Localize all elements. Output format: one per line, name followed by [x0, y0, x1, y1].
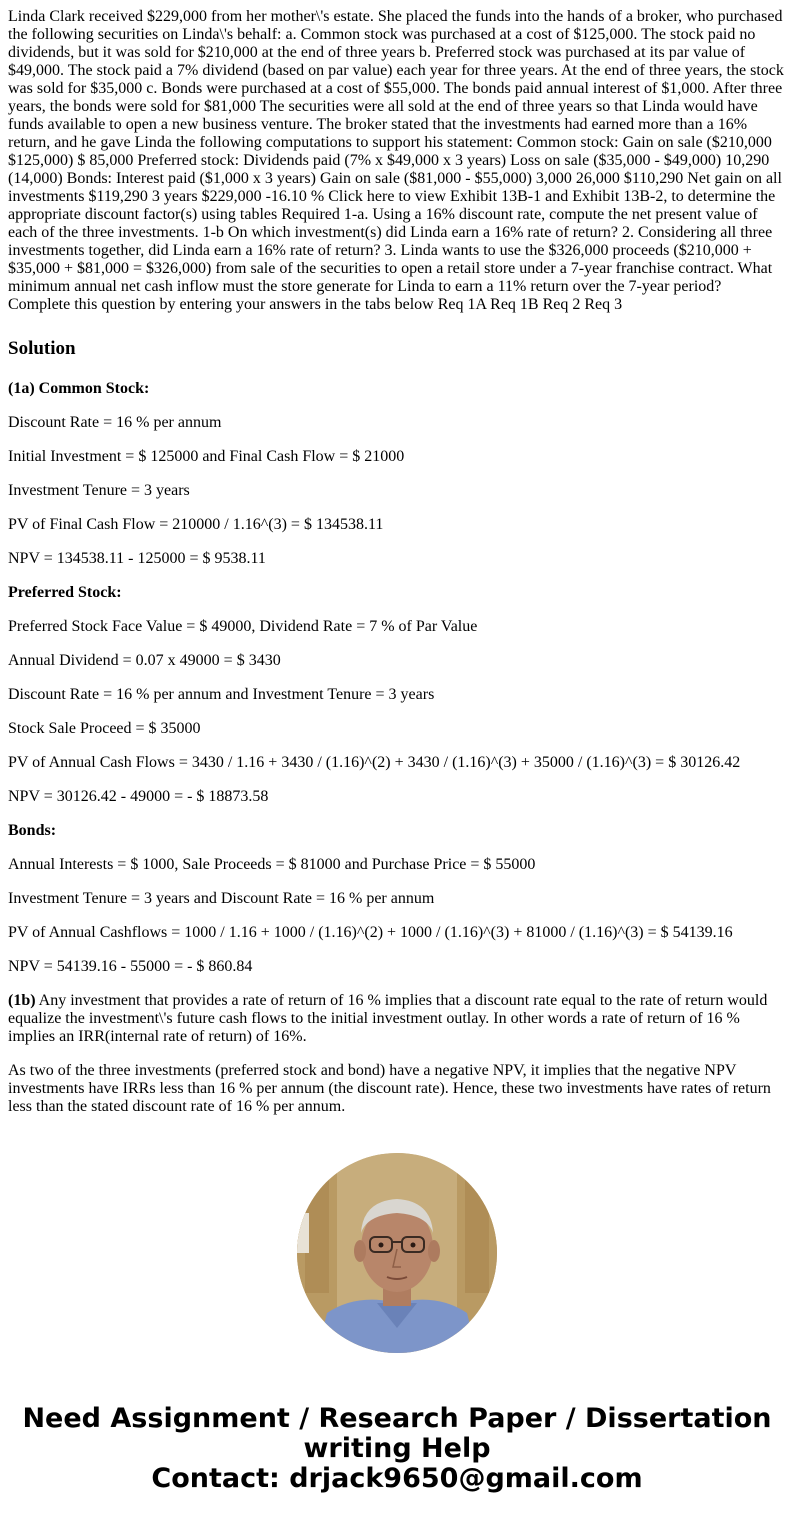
part-1b-paragraph	[8, 992, 786, 1046]
footer-line: Need Assignment / Research Paper / Dissertation	[22, 1403, 772, 1434]
preferred-stock-line: Annual Dividend = 0.07 x 49000 = $ 3430	[8, 652, 281, 669]
preferred-stock-line: NPV = 30126.42 - 49000 = - $ 18873.58	[8, 788, 269, 805]
footer-contact-email: Contact: drjack9650@gmail.com	[151, 1463, 643, 1494]
author-avatar	[297, 1153, 497, 1353]
solution-heading: Solution	[8, 338, 76, 359]
preferred-stock-line: Stock Sale Proceed = $ 35000	[8, 720, 201, 737]
part-1b-conclusion: As two of the three investments (preferred stock and bond) have a negative NPV, it implies that the negative NPV investments have IRRs less than 16 % per annum (the discount rate). Hence, these two investments have rates of return less than the stated discount rate of 16 % per annum.	[8, 1062, 771, 1115]
bonds-title: Bonds:	[8, 822, 57, 839]
bonds-line: NPV = 54139.16 - 55000 = - $ 860.84	[8, 958, 253, 975]
bonds-line: Investment Tenure = 3 years and Discount Rate = 16 % per annum	[8, 890, 435, 907]
common-stock-line: NPV = 134538.11 - 125000 = $ 9538.11	[8, 550, 266, 567]
common-stock-line: PV of Final Cash Flow = 210000 / 1.16^(3) = $ 134538.11	[8, 516, 384, 533]
preferred-stock-title: Preferred Stock:	[8, 584, 122, 601]
bonds-line: PV of Annual Cashflows = 1000 / 1.16 + 1000 / (1.16)^(2) + 1000 / (1.16)^(3) + 81000 / (1.16)^(3) = $ 54139.16	[8, 924, 733, 941]
preferred-stock-line: Preferred Stock Face Value = $ 49000, Dividend Rate = 7 % of Par Value	[8, 618, 478, 635]
bonds-line: Annual Interests = $ 1000, Sale Proceeds = $ 81000 and Purchase Price = $ 55000	[8, 856, 536, 873]
common-stock-line: Initial Investment = $ 125000 and Final Cash Flow = $ 21000	[8, 448, 405, 465]
document-body	[8, 8, 786, 1116]
preferred-stock-line: PV of Annual Cash Flows = 3430 / 1.16 + 3430 / (1.16)^(2) + 3430 / (1.16)^(3) + 35000 / (1.16)^(3) = $ 30126.42	[8, 754, 741, 771]
common-stock-line: Discount Rate = 16 % per annum	[8, 414, 222, 431]
part-1b-text: Any investment that provides a rate of return of 16 % implies that a discount rate equal to the rate of return would equalize the investment\'s future cash flows to the initial investment outlay. In other words a rate of return of 16 % implies an IRR(internal rate of return) of 16%.	[8, 992, 768, 1045]
footer-contact	[0, 1404, 794, 1494]
author-portrait-image	[297, 1153, 497, 1353]
common-stock-title: (1a) Common Stock:	[8, 380, 150, 397]
question-text: Linda Clark received $229,000 from her mother\'s estate. She placed the funds into the hands of a broker, who purchased the following securities on Linda\'s behalf: a. Common stock was purchased at a cost of $125,000. The stock paid no dividends, but it was sold for $210,000 at the end of three years b. Preferred stock was purchased at its par value of $49,000. The stock paid a 7% dividend (based on par value) each year for three years. At the end of three years, the stock was sold for $35,000 c. Bonds were purchased at a cost of $55,000. The bonds paid annual interest of $1,000. After three years, the bonds were sold for $81,000 The securities were all sold at the end of three years so that Linda would have funds available to open a new business venture. The broker stated that the investments had earned more than a 16% return, and he gave Linda the following computations to support his statement: Common stock: Gain on sale ($210,000 $125,000) $ 85,000 Preferred stock: Dividends paid (7% x $49,000 x 3 years) Loss on sale ($35,000 - $49,000) 10,290 (14,000) Bonds: Interest paid ($1,000 x 3 years) Gain on sale ($81,000 - $55,000) 3,000 26,000 $110,290 Net gain on all investments $119,290 3 years $229,000 -16.10 % Click here to view Exhibit 13B-1 and Exhibit 13B-2, to determine the appropriate discount factor(s) using tables Required 1-a. Using a 16% discount rate, compute the net present value of each of the three investments. 1-b On which investment(s) did Linda earn a 16% rate of return? 2. Considering all three investments together, did Linda earn a 16% rate of return? 3. Linda wants to use the $326,000 proceeds ($210,000 + $35,000 + $81,000 = $326,000) from sale of the securities to open a retail store under a 7-year franchise contract. What minimum annual net cash inflow must the store generate for Linda to earn a 11% return over the 7-year period? Complete this question by entering your answers in the tabs below Req 1A Req 1B Req 2 Req 3	[8, 8, 784, 313]
footer-line: writing Help	[303, 1433, 491, 1464]
preferred-stock-line: Discount Rate = 16 % per annum and Investment Tenure = 3 years	[8, 686, 435, 703]
part-1b-label: (1b)	[8, 992, 36, 1009]
common-stock-line: Investment Tenure = 3 years	[8, 482, 190, 499]
